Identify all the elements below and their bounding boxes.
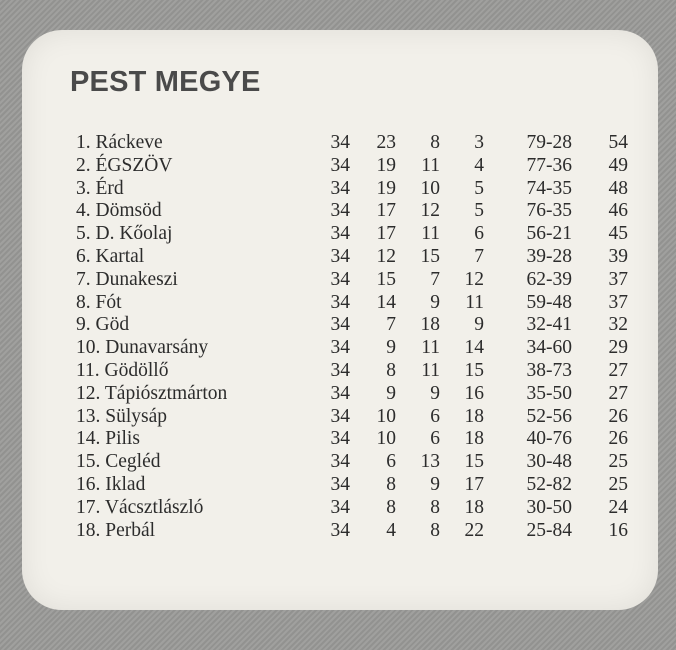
drawn-cell: 12 [420,200,440,222]
goals-cell: 39-28 [526,245,572,267]
won-cell: 23 [376,132,396,153]
points-cell: 26 [608,405,628,427]
points-cell: 29 [608,337,628,359]
lost-cell: 12 [464,268,484,290]
goals-cell: 30-48 [526,451,572,473]
played-cell: 34 [330,405,350,427]
table-row [76,292,628,315]
goals-cell: 59-48 [526,291,572,313]
lost-cell: 18 [464,405,484,427]
drawn-cell: 11 [421,359,440,381]
won-cell: 7 [386,314,396,336]
won-cell: 15 [376,268,396,290]
played-cell: 34 [330,223,350,245]
won-cell: 8 [386,359,396,381]
drawn-cell: 11 [421,337,440,359]
won-cell: 8 [386,496,396,518]
played-cell: 34 [330,382,350,404]
lost-cell: 18 [464,496,484,518]
won-cell: 9 [386,337,396,359]
points-cell: 39 [608,245,628,267]
team-name: 12. Tápiósztmárton [76,382,228,404]
played-cell: 34 [330,428,350,450]
drawn-cell: 6 [430,405,440,427]
team-name: 18. Perbál [76,519,156,541]
goals-cell: 56-21 [526,223,572,245]
lost-cell: 4 [474,154,484,176]
team-name: 9. Göd [76,314,130,336]
goals-cell: 77-36 [526,154,572,176]
lost-cell: 7 [474,245,484,267]
goals-cell: 52-56 [526,405,572,427]
goals-cell: 35-50 [526,382,572,404]
drawn-cell: 9 [430,291,440,313]
team-name: 14. Pilis [76,428,140,450]
lost-cell: 14 [464,337,484,359]
drawn-cell: 6 [430,428,440,450]
points-cell: 24 [608,496,628,518]
won-cell: 17 [376,200,396,222]
lost-cell: 16 [464,382,484,404]
drawn-cell: 11 [421,223,440,245]
won-cell: 10 [376,428,396,450]
points-cell: 48 [608,177,628,199]
drawn-cell: 8 [430,132,440,153]
played-cell: 34 [330,496,350,518]
table-row [76,269,628,292]
lost-cell: 18 [464,428,484,450]
won-cell: 4 [386,519,396,541]
played-cell: 34 [330,132,350,153]
played-cell: 34 [330,154,350,176]
lost-cell: 22 [464,519,484,541]
team-name: 11. Gödöllő [76,359,169,381]
drawn-cell: 8 [430,519,440,541]
drawn-cell: 9 [430,382,440,404]
standings-table [76,132,628,542]
won-cell: 19 [376,154,396,176]
points-cell: 37 [608,291,628,313]
won-cell: 12 [376,245,396,267]
drawn-cell: 9 [430,473,440,495]
table-row [76,314,628,337]
goals-cell: 38-73 [526,359,572,381]
points-cell: 25 [608,451,628,473]
played-cell: 34 [330,200,350,222]
won-cell: 14 [376,291,396,313]
team-name: 16. Iklad [76,473,146,495]
won-cell: 9 [386,382,396,404]
lost-cell: 5 [474,200,484,222]
team-name: 3. Érd [76,177,124,199]
team-name: 15. Cegléd [76,451,161,473]
team-name: 13. Sülysáp [76,405,168,427]
lost-cell: 15 [464,359,484,381]
table-row [76,223,628,246]
played-cell: 34 [330,268,350,290]
won-cell: 19 [376,177,396,199]
lost-cell: 6 [474,223,484,245]
goals-cell: 30-50 [526,496,572,518]
points-cell: 27 [608,382,628,404]
points-cell: 27 [608,359,628,381]
table-row [76,337,628,360]
lost-cell: 9 [474,314,484,336]
drawn-cell: 18 [420,314,440,336]
played-cell: 34 [330,359,350,381]
table-row [76,178,628,201]
points-cell: 32 [608,314,628,336]
goals-cell: 25-84 [526,519,572,541]
drawn-cell: 15 [420,245,440,267]
lost-cell: 11 [465,291,484,313]
standings-rows [76,132,628,542]
drawn-cell: 13 [420,451,440,473]
table-row [76,474,628,497]
played-cell: 34 [330,314,350,336]
page-title: PEST MEGYE [70,66,261,98]
team-name: 8. Fót [76,291,122,313]
goals-cell: 40-76 [526,428,572,450]
team-name: 1. Ráckeve [76,132,163,153]
team-name: 5. D. Kőolaj [76,223,173,245]
points-cell: 49 [608,154,628,176]
table-row [76,360,628,383]
played-cell: 34 [330,473,350,495]
points-cell: 46 [608,200,628,222]
team-name: 2. ÉGSZÖV [76,154,173,176]
lost-cell: 3 [474,132,484,153]
lost-cell: 5 [474,177,484,199]
points-cell: 37 [608,268,628,290]
drawn-cell: 10 [420,177,440,199]
played-cell: 34 [330,177,350,199]
table-row [76,451,628,474]
points-cell: 45 [608,223,628,245]
points-cell: 16 [608,519,628,541]
table-row [76,246,628,269]
drawn-cell: 11 [421,154,440,176]
team-name: 7. Dunakeszi [76,268,178,290]
goals-cell: 79-28 [526,132,572,153]
table-row [76,428,628,451]
won-cell: 8 [386,473,396,495]
played-cell: 34 [330,291,350,313]
team-name: 4. Dömsöd [76,200,162,222]
table-row [76,383,628,406]
goals-cell: 76-35 [526,200,572,222]
won-cell: 6 [386,451,396,473]
goals-cell: 32-41 [526,314,572,336]
played-cell: 34 [330,245,350,267]
table-row [76,520,628,543]
goals-cell: 34-60 [526,337,572,359]
points-cell: 25 [608,473,628,495]
lost-cell: 15 [464,451,484,473]
lost-cell: 17 [464,473,484,495]
points-cell: 54 [608,132,628,153]
table-row [76,200,628,223]
drawn-cell: 8 [430,496,440,518]
played-cell: 34 [330,337,350,359]
team-name: 17. Vácsztlászló [76,496,204,518]
table-row [76,132,628,155]
goals-cell: 74-35 [526,177,572,199]
table-row [76,155,628,178]
points-cell: 26 [608,428,628,450]
table-row [76,497,628,520]
won-cell: 10 [376,405,396,427]
team-name: 6. Kartal [76,245,145,267]
team-name: 10. Dunavarsány [76,337,209,359]
played-cell: 34 [330,519,350,541]
won-cell: 17 [376,223,396,245]
goals-cell: 62-39 [526,268,572,290]
played-cell: 34 [330,451,350,473]
table-row [76,406,628,429]
goals-cell: 52-82 [526,473,572,495]
drawn-cell: 7 [430,268,440,290]
